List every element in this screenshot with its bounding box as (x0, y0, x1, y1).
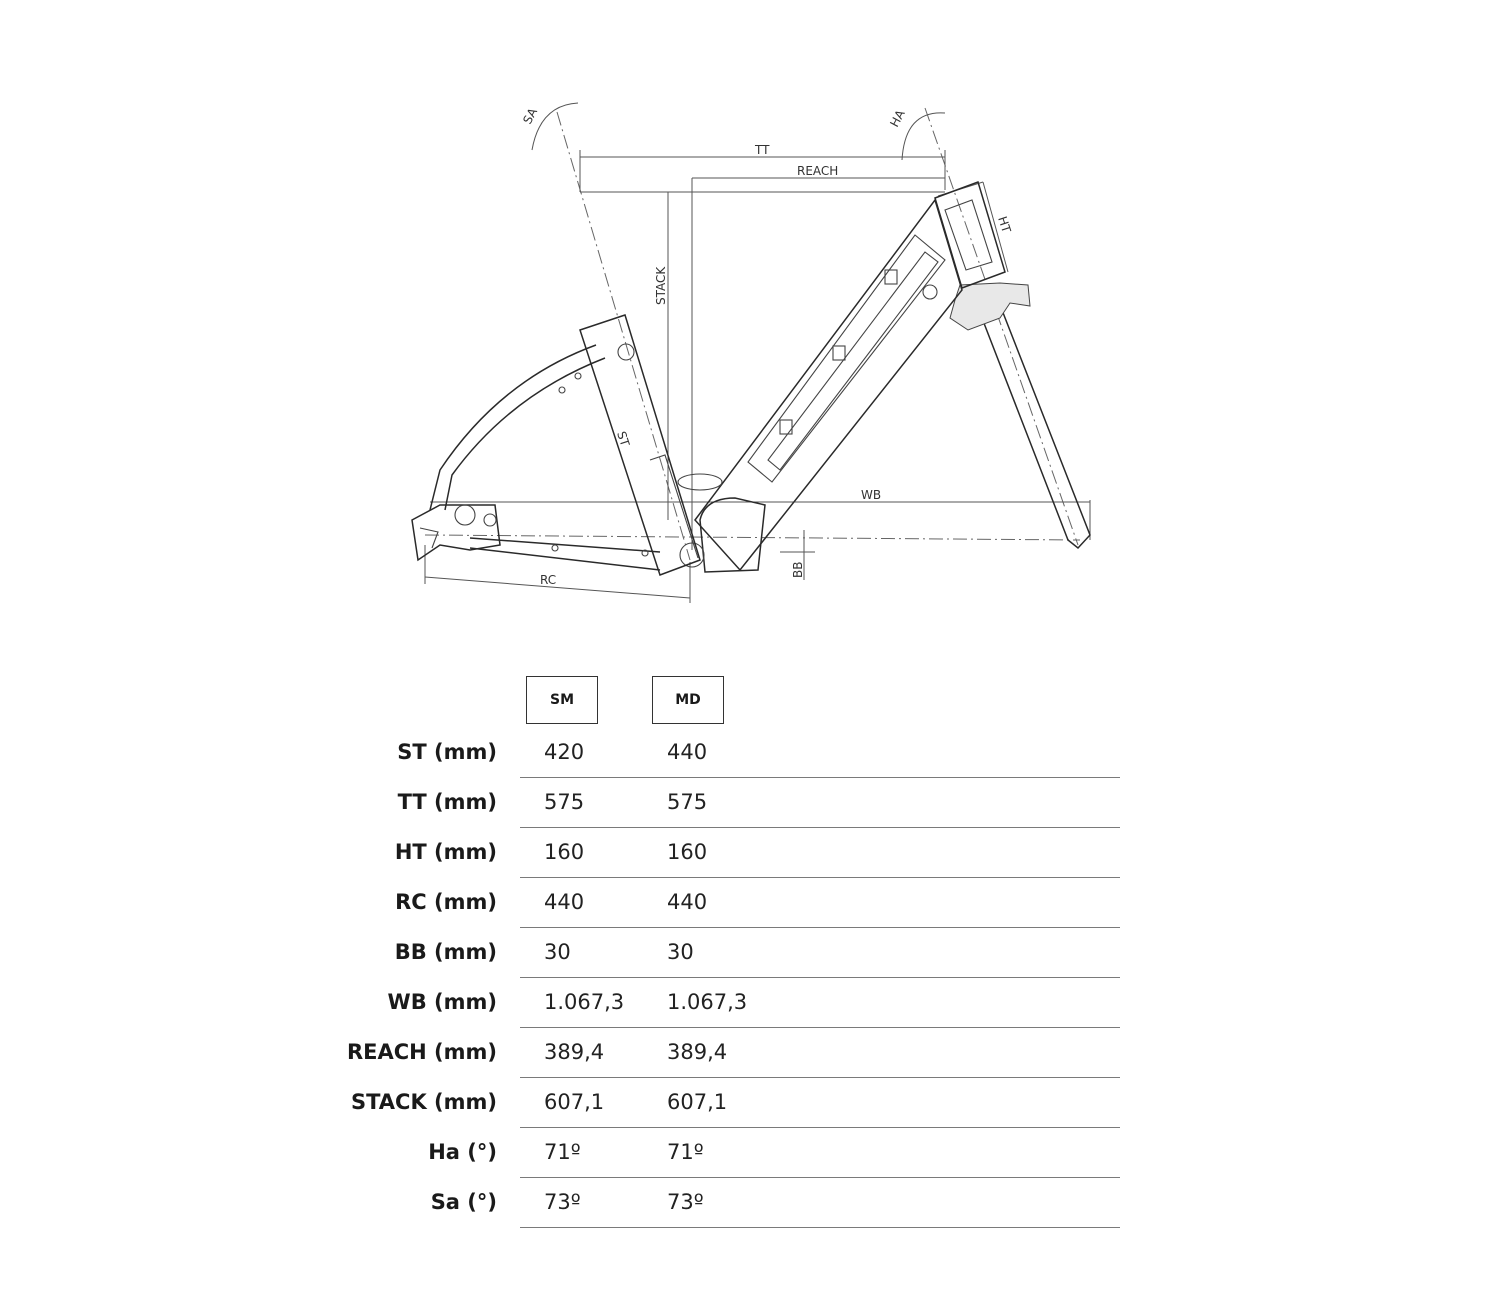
value-sm: 160 (544, 840, 585, 864)
value-md: 160 (667, 840, 708, 864)
table-row-bb (330, 928, 1120, 978)
wb-label: WB (861, 488, 882, 502)
row-label: RC (mm) (395, 890, 497, 914)
ht-dimension (938, 182, 1008, 272)
value-sm: 389,4 (544, 1040, 605, 1064)
table-row-ht (330, 828, 1120, 878)
size-header-sm: SM (526, 676, 598, 724)
value-sm: 1.067,3 (544, 990, 625, 1014)
rc-dimension (425, 545, 690, 603)
row-label: TT (mm) (397, 790, 497, 814)
value-sm: 73º (544, 1190, 581, 1214)
row-label: BB (mm) (394, 940, 497, 964)
ht-label: HT (995, 214, 1014, 235)
row-label: WB (mm) (387, 990, 497, 1014)
frame-centerlines (425, 108, 1080, 560)
value-md: 440 (667, 890, 708, 914)
head-angle-arc (902, 113, 945, 160)
size-header-md: MD (652, 676, 724, 724)
value-md: 389,4 (667, 1040, 728, 1064)
seat-angle-arc (532, 103, 578, 150)
down-tube (695, 200, 962, 570)
fork (950, 283, 1090, 548)
geometry-table (330, 676, 1120, 1228)
row-label: STACK (mm) (350, 1090, 497, 1114)
bb-label: BB (791, 561, 805, 578)
value-sm: 71º (544, 1140, 581, 1164)
row-label: REACH (mm) (346, 1040, 497, 1064)
row-label: HT (mm) (394, 840, 497, 864)
table-row-stack (330, 1078, 1120, 1128)
value-md: 71º (667, 1140, 704, 1164)
wb-dimension (430, 500, 1090, 540)
value-sm: 30 (544, 940, 571, 964)
sa-label: SA (520, 105, 541, 127)
chain-stays (470, 538, 660, 570)
value-sm: 420 (544, 740, 585, 764)
value-md: 30 (667, 940, 694, 964)
size-header-row (330, 676, 1120, 728)
table-row-sa (330, 1178, 1120, 1228)
value-md: 73º (667, 1190, 704, 1214)
table-row-tt (330, 778, 1120, 828)
ha-label: HA (887, 107, 908, 130)
value-sm: 575 (544, 790, 585, 814)
table-row-wb (330, 978, 1120, 1028)
stack-label: STACK (654, 266, 668, 305)
value-md: 1.067,3 (667, 990, 748, 1014)
row-label: Sa (°) (430, 1190, 497, 1214)
table-row-rc (330, 878, 1120, 928)
table-row-st (330, 728, 1120, 778)
reach-dimension (580, 178, 945, 192)
row-label: Ha (°) (428, 1140, 497, 1164)
value-sm: 607,1 (544, 1090, 605, 1114)
table-row-reach (330, 1028, 1120, 1078)
rc-label: RC (540, 573, 557, 587)
row-divider (520, 1227, 1120, 1228)
reach-label: REACH (797, 164, 839, 178)
st-label: ST (614, 429, 633, 449)
value-md: 440 (667, 740, 708, 764)
value-sm: 440 (544, 890, 585, 914)
table-row-ha (330, 1128, 1120, 1178)
bike-frame-geometry-diagram (0, 0, 1500, 640)
row-label: ST (mm) (397, 740, 497, 764)
value-md: 575 (667, 790, 708, 814)
motor-housing (678, 474, 765, 572)
tt-label: TT (755, 143, 770, 157)
value-md: 607,1 (667, 1090, 728, 1114)
seat-stays (430, 345, 605, 510)
